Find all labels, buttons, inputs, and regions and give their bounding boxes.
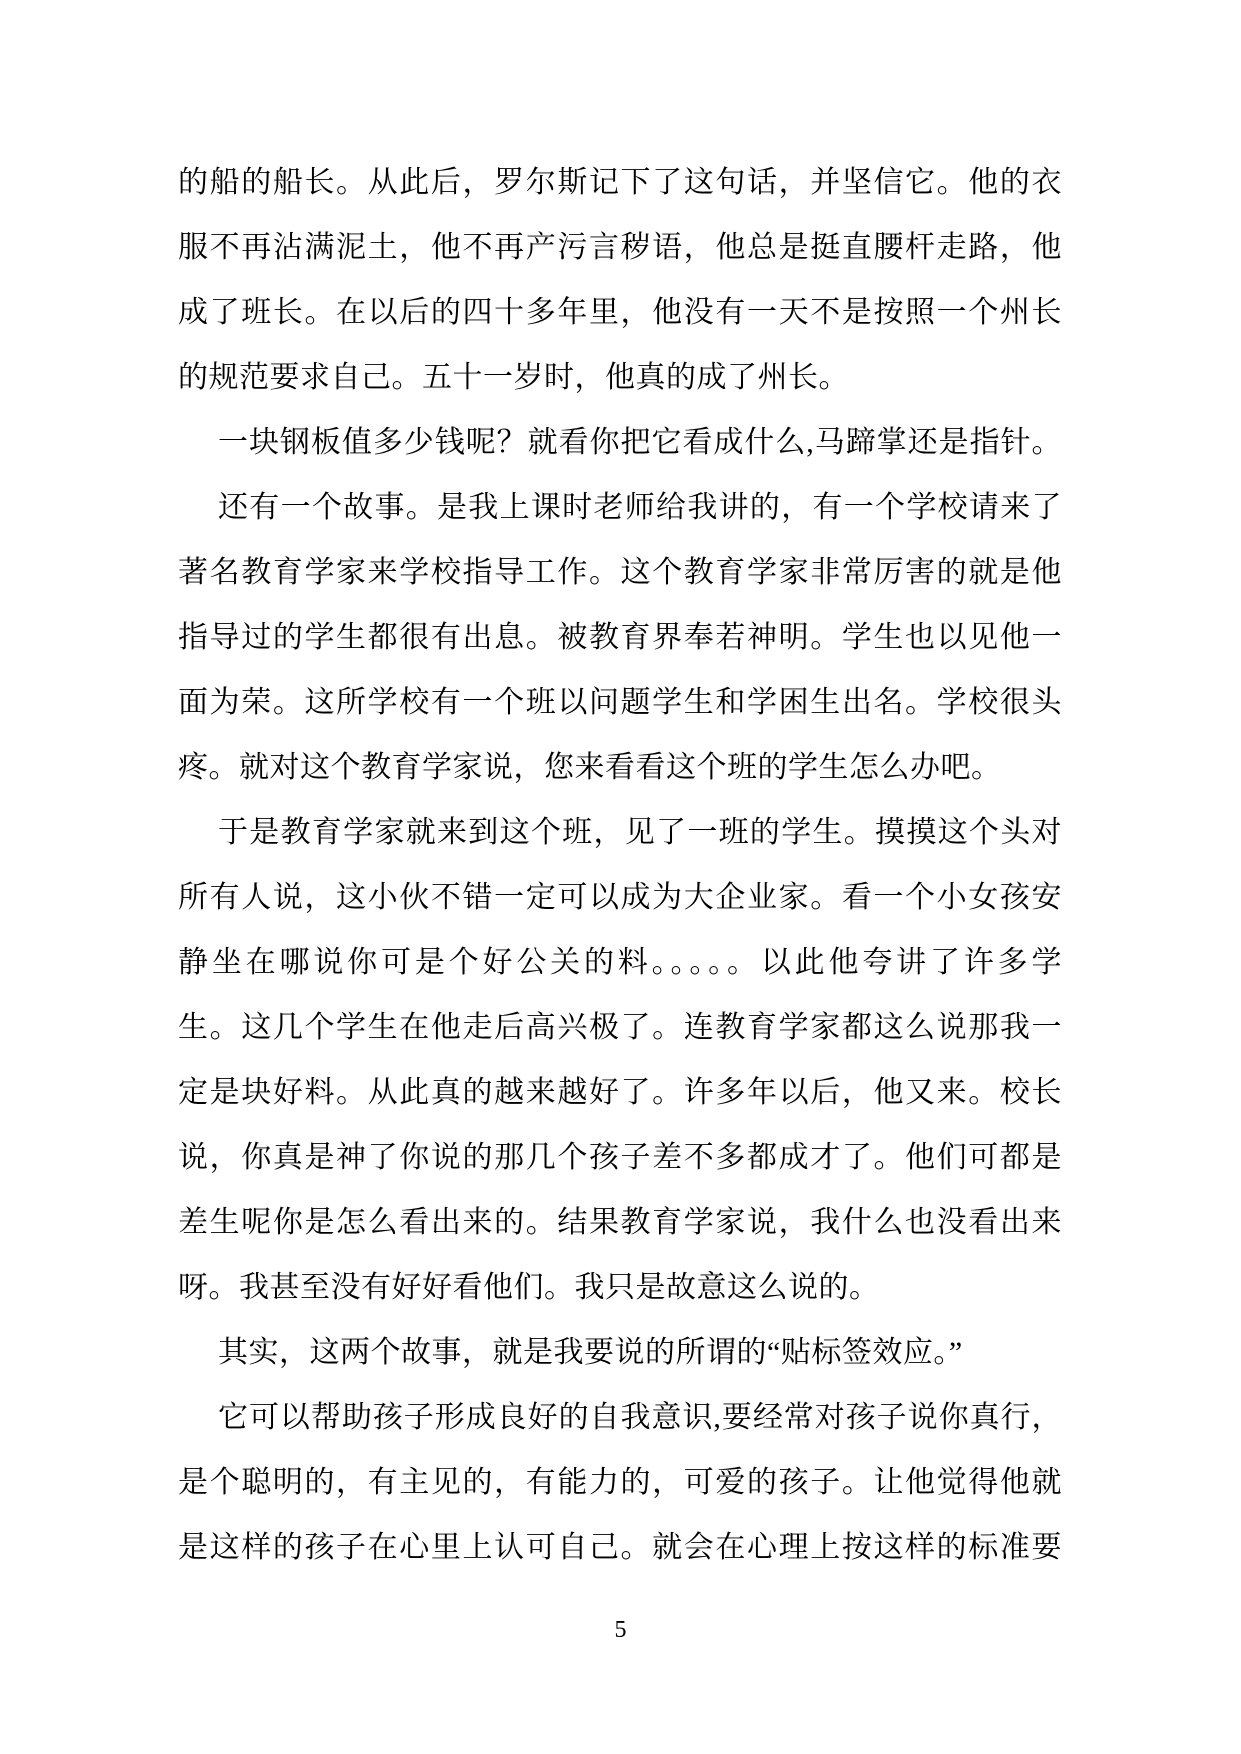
text-line: 疼。就对这个教育学家说，您来看看这个班的学生怎么办吧。: [178, 751, 1002, 784]
text-line: 还有一个故事。是我上课时老师给我讲的，有一个学校请来了: [218, 491, 1062, 524]
text-line: 其实，这两个故事，就是我要说的所谓的“贴标签效应。”: [218, 1336, 963, 1369]
text-line: 差生呢你是怎么看出来的。结果教育学家说，我什么也没看出来: [178, 1206, 1062, 1239]
document-body: [178, 150, 1062, 1580]
text-line: 说，你真是神了你说的那几个孩子差不多都成才了。他们可都是: [178, 1141, 1062, 1174]
text-line: 一块钢板值多少钱呢？就看你把它看成什么,马蹄掌还是指针。: [218, 426, 1062, 459]
text-line: 指导过的学生都很有出息。被教育界奉若神明。学生也以见他一: [178, 621, 1062, 654]
text-line: 成了班长。在以后的四十多年里，他没有一天不是按照一个州长: [178, 296, 1062, 329]
text-line: 面为荣。这所学校有一个班以问题学生和学困生出名。学校很头: [178, 686, 1062, 719]
text-line: 呀。我甚至没有好好看他们。我只是故意这么说的。: [178, 1271, 880, 1304]
text-line: 它可以帮助孩子形成良好的自我意识,要经常对孩子说你真行，: [218, 1401, 1062, 1434]
text-line: 的规范要求自己。五十一岁时，他真的成了州长。: [178, 361, 849, 394]
text-line: 的船的船长。从此后，罗尔斯记下了这句话，并坚信它。他的衣: [178, 166, 1062, 199]
text-line: 静坐在哪说你可是个好公关的料。。。。。以此他夸讲了许多学: [178, 946, 1062, 979]
text-line: 于是教育学家就来到这个班，见了一班的学生。摸摸这个头对: [218, 816, 1062, 849]
text-line: 所有人说，这小伙不错一定可以成为大企业家。看一个小女孩安: [178, 881, 1062, 914]
text-line: 是这样的孩子在心里上认可自己。就会在心理上按这样的标准要: [178, 1531, 1062, 1564]
text-line: 定是块好料。从此真的越来越好了。许多年以后，他又来。校长: [178, 1076, 1062, 1109]
text-line: 是个聪明的，有主见的，有能力的，可爱的孩子。让他觉得他就: [178, 1466, 1062, 1499]
text-line: 著名教育学家来学校指导工作。这个教育学家非常厉害的就是他: [178, 556, 1062, 589]
text-line: 生。这几个学生在他走后高兴极了。连教育学家都这么说那我一: [178, 1011, 1062, 1044]
page-number: 5: [614, 1617, 627, 1643]
text-line: 服不再沾满泥土，他不再产污言秽语，他总是挺直腰杆走路，他: [178, 231, 1062, 264]
